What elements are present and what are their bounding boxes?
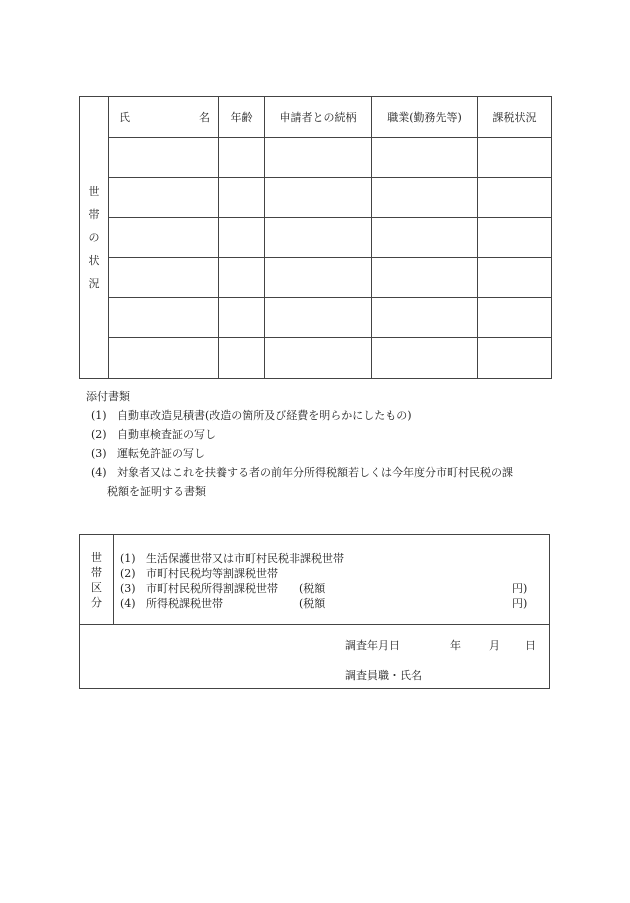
yen-label: 円) xyxy=(512,582,528,595)
day-label: 日 xyxy=(525,639,536,652)
relation-cell[interactable] xyxy=(265,298,372,338)
tax-amount-label: (税額 xyxy=(299,582,326,595)
survey-date-label: 調査年月日 xyxy=(345,639,400,652)
yen-label: 円) xyxy=(512,597,528,610)
header-name: 氏 名 xyxy=(109,97,219,138)
job-cell[interactable] xyxy=(372,338,478,379)
attachment-item: (1) 自動車改造見積書(改造の箇所及び経費を明らかにしたもの) xyxy=(91,409,412,422)
age-cell[interactable] xyxy=(219,178,265,218)
job-cell[interactable] xyxy=(372,178,478,218)
year-label: 年 xyxy=(450,639,461,652)
attachments-title: 添付書類 xyxy=(86,390,130,403)
tax-status-cell[interactable] xyxy=(478,338,552,379)
tax-status-cell[interactable] xyxy=(478,218,552,258)
relation-cell[interactable] xyxy=(265,138,372,178)
table-row xyxy=(80,178,552,218)
classification-item[interactable]: (2) 市町村民税均等割課税世帯 xyxy=(120,567,278,580)
attachment-item-continued: 税額を証明する書類 xyxy=(107,485,206,498)
tax-status-cell[interactable] xyxy=(478,138,552,178)
household-side-label: 世 帯 の 状 況 xyxy=(80,97,109,379)
tax-status-cell[interactable] xyxy=(478,258,552,298)
header-job: 職業(勤務先等) xyxy=(372,97,478,138)
age-cell[interactable] xyxy=(219,338,265,379)
classification-item[interactable]: (4) 所得税課税世帯 xyxy=(120,597,223,610)
attachment-item: (2) 自動車検査証の写し xyxy=(91,428,216,441)
table-row xyxy=(80,338,552,379)
classification-item[interactable]: (1) 生活保護世帯又は市町村民税非課税世帯 xyxy=(120,552,344,565)
classification-box xyxy=(79,534,550,689)
attachment-item: (3) 運転免許証の写し xyxy=(91,447,205,460)
attachment-item: (4) 対象者又はこれを扶養する者の前年分所得税額若しくは今年度分市町村民税の課 xyxy=(91,466,513,479)
classification-section xyxy=(80,535,549,625)
header-age: 年齢 xyxy=(219,97,265,138)
table-row xyxy=(80,298,552,338)
investigator-label: 調査員職・氏名 xyxy=(345,669,422,682)
relation-cell[interactable] xyxy=(265,258,372,298)
name-cell[interactable] xyxy=(109,338,219,379)
household-table xyxy=(79,96,552,379)
name-cell[interactable] xyxy=(109,298,219,338)
age-cell[interactable] xyxy=(219,258,265,298)
name-cell[interactable] xyxy=(109,138,219,178)
name-cell[interactable] xyxy=(109,258,219,298)
header-tax-status: 課税状況 xyxy=(478,97,552,138)
job-cell[interactable] xyxy=(372,218,478,258)
age-cell[interactable] xyxy=(219,298,265,338)
month-label: 月 xyxy=(489,639,500,652)
relation-cell[interactable] xyxy=(265,218,372,258)
relation-cell[interactable] xyxy=(265,338,372,379)
table-row xyxy=(80,258,552,298)
tax-amount-label: (税額 xyxy=(299,597,326,610)
classification-side-label: 世 帯 区 分 xyxy=(80,535,114,624)
age-cell[interactable] xyxy=(219,218,265,258)
relation-cell[interactable] xyxy=(265,178,372,218)
table-row xyxy=(80,218,552,258)
name-cell[interactable] xyxy=(109,218,219,258)
job-cell[interactable] xyxy=(372,298,478,338)
tax-status-cell[interactable] xyxy=(478,298,552,338)
age-cell[interactable] xyxy=(219,138,265,178)
tax-status-cell[interactable] xyxy=(478,178,552,218)
table-row xyxy=(80,138,552,178)
job-cell[interactable] xyxy=(372,138,478,178)
classification-item[interactable]: (3) 市町村民税所得割課税世帯 xyxy=(120,582,278,595)
name-cell[interactable] xyxy=(109,178,219,218)
header-relation: 申請者との続柄 xyxy=(265,97,372,138)
job-cell[interactable] xyxy=(372,258,478,298)
